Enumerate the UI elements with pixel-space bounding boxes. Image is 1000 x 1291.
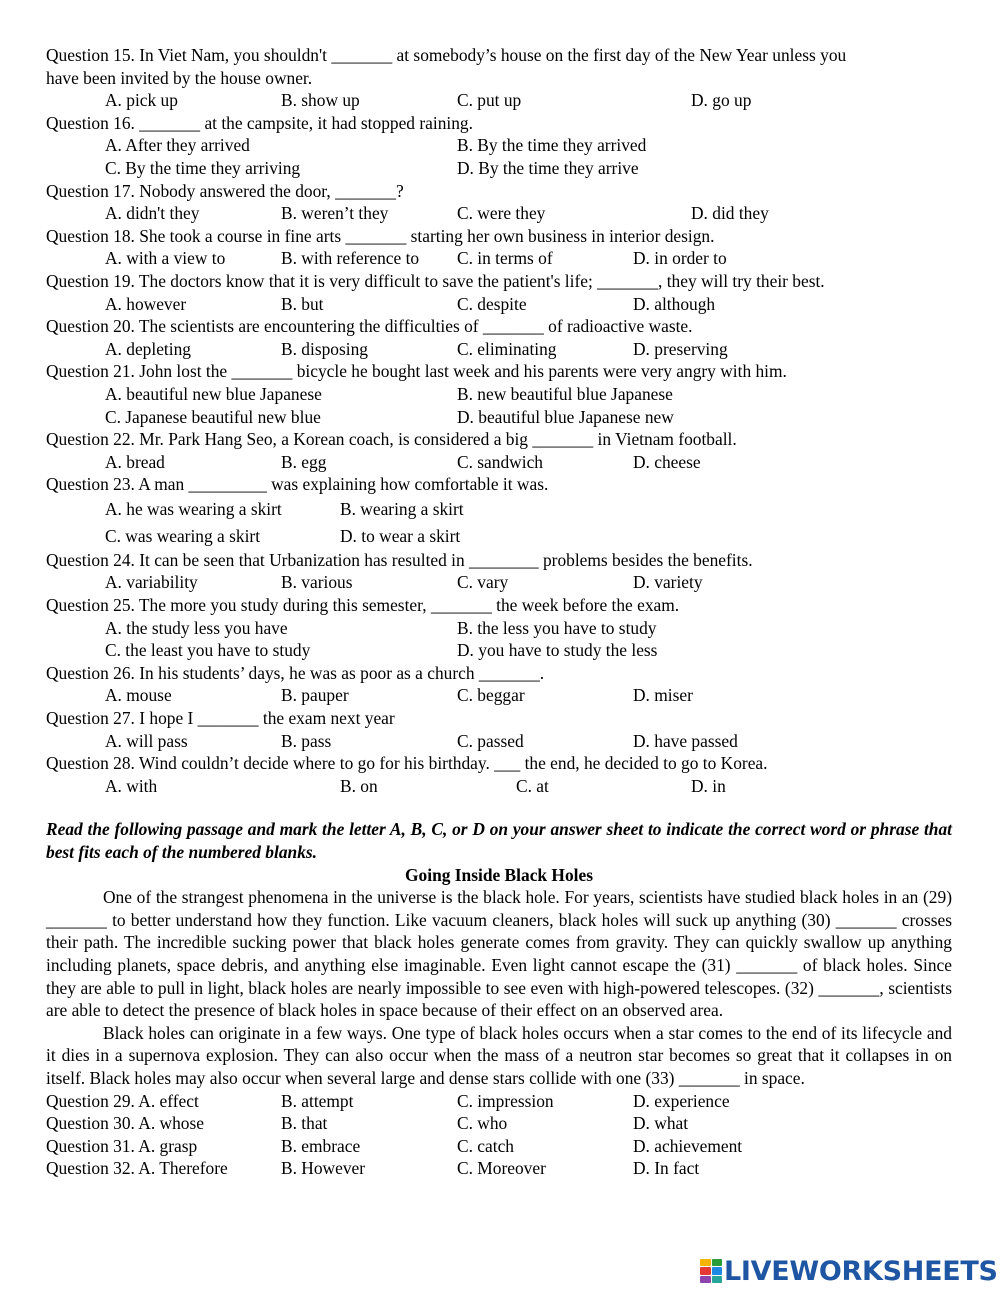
option-b[interactable]: B. the less you have to study [457, 617, 657, 638]
option-row [46, 406, 952, 429]
option-d[interactable]: D. variety [633, 572, 703, 593]
question-23 [46, 473, 952, 549]
option-d[interactable]: D. in [691, 775, 726, 796]
question-stem: Question 27. I hope I _______ the exam next year [46, 708, 395, 729]
option-c[interactable]: C. By the time they arriving [105, 157, 301, 178]
option-d[interactable]: D. miser [633, 685, 693, 706]
passage-title: Going Inside Black Holes [405, 864, 593, 885]
option-b[interactable]: B. various [281, 572, 353, 593]
option-c[interactable]: C. eliminating [457, 338, 557, 359]
option-a[interactable]: Question 32. A. Therefore [46, 1158, 228, 1179]
option-row [46, 293, 952, 316]
logo-square [712, 1259, 723, 1266]
question-26 [46, 662, 952, 707]
option-c[interactable]: C. were they [457, 203, 546, 224]
passage-paragraph-1: One of the strangest phenomena in the universe is the black hole. For years, scientists have studied black holes in an (29) _______ to better understand how they function. Like vacuum cleaners, black holes will suck up anything (30) _______ crosses their path. The incredible sucking power that black holes generate comes from gravity. They can quickly swallow up anything including planets, space debris, and anything else imaginable. Even light cannot escape the (31) _______ of black holes. Since they are able to pull in light, black holes are nearly impossible to see even with high-powered telescopes. (32) _______, scientists are able to detect the presence of black holes in space because of their effect on an observed area. [46, 887, 952, 1021]
logo-icon [700, 1259, 722, 1283]
option-row [46, 202, 952, 225]
option-b[interactable]: B. disposing [281, 338, 368, 359]
answer-row-30 [46, 1112, 952, 1135]
question-stem: Question 17. Nobody answered the door, _______? [46, 180, 404, 201]
option-a[interactable]: Question 31. A. grasp [46, 1135, 198, 1156]
section-instruction: Read the following passage and mark the letter A, B, C, or D on your answer sheet to indicate the correct word or phrase that best fits each of the numbered blanks. [46, 819, 952, 862]
question-28 [46, 752, 952, 797]
logo-text: LIVEWORKSHEETS [724, 1255, 998, 1287]
option-row [46, 383, 952, 406]
option-a[interactable]: A. with [105, 775, 158, 796]
question-25 [46, 594, 952, 662]
option-d[interactable]: D. have passed [633, 730, 738, 751]
question-stem: Question 28. Wind couldn’t decide where to go for his birthday. ___ the end, he decided to go to Korea. [46, 753, 768, 774]
answer-row-29 [46, 1090, 952, 1113]
option-a[interactable]: A. however [105, 293, 187, 314]
question-18 [46, 225, 952, 270]
question-20 [46, 315, 952, 360]
option-c[interactable]: C. beggar [457, 685, 525, 706]
option-row [46, 157, 952, 180]
questions-group-b [46, 549, 952, 798]
option-d[interactable]: D. experience [633, 1090, 730, 1111]
logo-square [712, 1267, 723, 1274]
option-b[interactable]: B. attempt [281, 1090, 354, 1111]
option-c[interactable]: C. was wearing a skirt [105, 526, 261, 547]
option-a[interactable]: Question 29. A. effect [46, 1090, 199, 1111]
option-c[interactable]: C. passed [457, 730, 524, 751]
option-b[interactable]: B. with reference to [281, 248, 420, 269]
option-row [46, 730, 952, 753]
question-19 [46, 270, 952, 315]
option-c[interactable]: C. the least you have to study [105, 640, 311, 661]
option-row [46, 496, 952, 524]
option-d[interactable]: D. beautiful blue Japanese new [457, 406, 674, 427]
option-c[interactable]: C. catch [457, 1135, 514, 1156]
option-b[interactable]: B. wearing a skirt [340, 498, 464, 519]
option-d[interactable]: D. By the time they arrive [457, 157, 639, 178]
option-c[interactable]: C. impression [457, 1090, 554, 1111]
option-b[interactable]: B. By the time they arrived [457, 135, 647, 156]
question-stem: Question 15. In Viet Nam, you shouldn't _______ at somebody’s house on the first day of the New Year unless you [46, 45, 847, 65]
option-d[interactable]: D. in order to [633, 248, 727, 269]
option-row [46, 571, 952, 594]
question-17 [46, 180, 952, 225]
option-row [46, 89, 952, 112]
option-a[interactable]: A. mouse [105, 685, 172, 706]
option-a[interactable]: A. After they arrived [105, 135, 250, 156]
question-15 [46, 44, 952, 112]
passage-paragraph-2: Black holes can originate in a few ways. One type of black holes occurs when a star comes to the end of its lifecycle and it dies in a supernova explosion. They can also occur when the mass of a neutron star becomes so great that it collapses in on itself. Black holes may also occur when several large and dense stars collide with one (33) _______ in space. [46, 1022, 952, 1088]
option-a[interactable]: A. he was wearing a skirt [105, 498, 282, 519]
option-b[interactable]: B. new beautiful blue Japanese [457, 383, 673, 404]
option-a[interactable]: A. the study less you have [105, 617, 288, 638]
question-stem: Question 22. Mr. Park Hang Seo, a Korean coach, is considered a big _______ in Vietnam football. [46, 429, 737, 450]
section-gap [46, 797, 952, 818]
option-c[interactable]: C. despite [457, 293, 527, 314]
worksheet-page [46, 44, 952, 1180]
option-a[interactable]: A. beautiful new blue Japanese [105, 383, 322, 404]
option-a[interactable]: A. didn't they [105, 203, 200, 224]
question-stem: Question 16. _______ at the campsite, it had stopped raining. [46, 112, 473, 133]
option-c[interactable]: C. who [457, 1113, 508, 1134]
question-21 [46, 360, 952, 428]
option-d[interactable]: D. you have to study the less [457, 640, 658, 661]
answer-row-31 [46, 1135, 952, 1158]
option-a[interactable]: A. pick up [105, 90, 178, 111]
option-row [46, 451, 952, 474]
option-c[interactable]: C. put up [457, 90, 522, 111]
option-a[interactable]: A. will pass [105, 730, 188, 751]
option-b[interactable]: B. show up [281, 90, 360, 111]
question-stem: Question 18. She took a course in fine arts _______ starting her own business in interior design. [46, 225, 715, 246]
answer-row-32 [46, 1157, 952, 1180]
questions-group-a [46, 44, 952, 549]
option-d[interactable]: D. preserving [633, 338, 728, 359]
question-stem: Question 25. The more you study during this semester, _______ the week before the exam. [46, 595, 680, 616]
option-c[interactable]: C. sandwich [457, 451, 543, 472]
question-stem: Question 21. John lost the _______ bicycle he bought last week and his parents were very angry with him. [46, 361, 787, 382]
option-d[interactable]: D. go up [691, 90, 752, 111]
option-b[interactable]: B. However [281, 1158, 366, 1179]
option-row [46, 684, 952, 707]
logo-square [700, 1276, 711, 1283]
logo-square [700, 1267, 711, 1274]
option-row [46, 523, 952, 549]
question-24 [46, 549, 952, 594]
question-22 [46, 428, 952, 473]
option-c[interactable]: C. Moreover [457, 1158, 546, 1179]
option-d[interactable]: D. although [633, 293, 716, 314]
option-b[interactable]: B. weren’t they [281, 203, 389, 224]
option-b[interactable]: B. that [281, 1113, 328, 1134]
option-a[interactable]: Question 30. A. whose [46, 1113, 204, 1134]
logo-square [712, 1276, 723, 1283]
option-b[interactable]: B. embrace [281, 1135, 361, 1156]
option-row [46, 247, 952, 270]
option-b[interactable]: B. but [281, 293, 324, 314]
option-row [46, 134, 952, 157]
option-c[interactable]: C. at [516, 775, 549, 796]
option-a[interactable]: A. depleting [105, 338, 191, 359]
option-d[interactable]: D. achievement [633, 1135, 743, 1156]
option-c[interactable]: C. Japanese beautiful new blue [105, 406, 321, 427]
option-d[interactable]: D. what [633, 1113, 689, 1134]
option-a[interactable]: A. variability [105, 572, 198, 593]
liveworksheets-logo[interactable] [700, 1256, 998, 1286]
option-c[interactable]: C. in terms of [457, 248, 553, 269]
question-stem: Question 19. The doctors know that it is very difficult to save the patient's life; _______, they will try their best. [46, 270, 825, 291]
question-16 [46, 112, 952, 180]
question-27 [46, 707, 952, 752]
option-b[interactable]: B. pass [281, 730, 332, 751]
option-row [46, 639, 952, 662]
answer-options-table [46, 1090, 952, 1180]
option-b[interactable]: B. egg [281, 451, 327, 472]
option-d[interactable]: D. to wear a skirt [340, 526, 461, 547]
logo-square [700, 1259, 711, 1266]
option-row [46, 775, 952, 798]
question-stem: Question 24. It can be seen that Urbanization has resulted in ________ problems besides the benefits. [46, 549, 753, 570]
option-a[interactable]: A. bread [105, 451, 165, 472]
option-b[interactable]: B. on [340, 775, 378, 796]
option-d[interactable]: D. did they [691, 203, 769, 224]
question-stem: have been invited by the house owner. [46, 67, 313, 88]
question-stem: Question 20. The scientists are encountering the difficulties of _______ of radioactive waste. [46, 316, 693, 337]
option-d[interactable]: D. In fact [633, 1158, 700, 1179]
option-a[interactable]: A. with a view to [105, 248, 226, 269]
option-d[interactable]: D. cheese [633, 451, 701, 472]
question-stem: Question 23. A man _________ was explaining how comfortable it was. [46, 474, 549, 495]
option-b[interactable]: B. pauper [281, 685, 349, 706]
option-row [46, 338, 952, 361]
option-row [46, 617, 952, 640]
option-c[interactable]: C. vary [457, 572, 509, 593]
question-stem: Question 26. In his students’ days, he was as poor as a church _______. [46, 662, 545, 683]
